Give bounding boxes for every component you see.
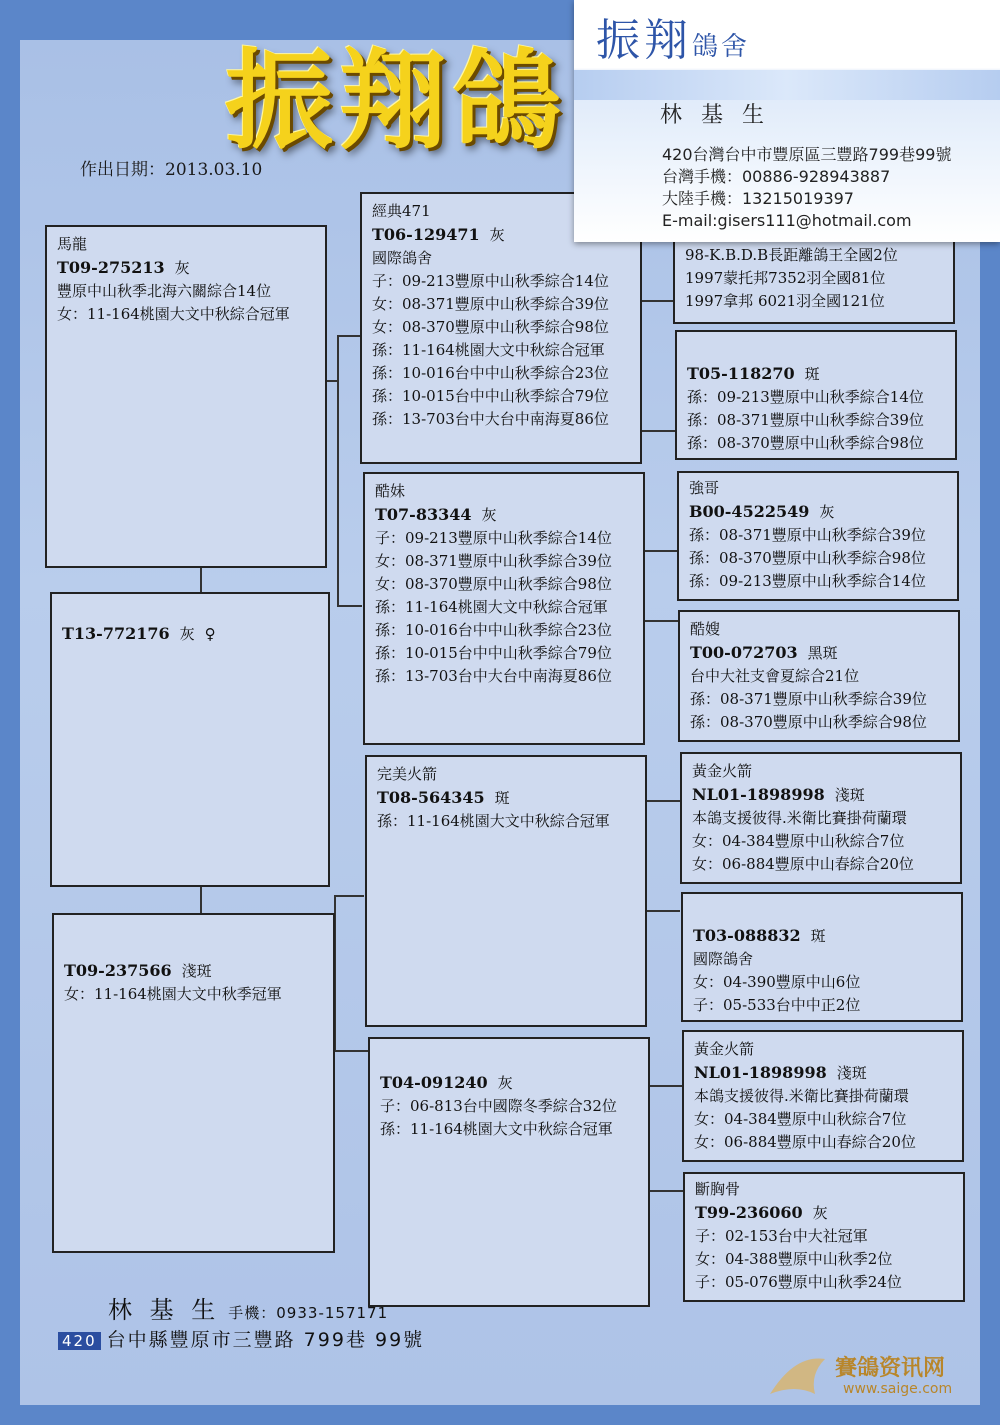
dam-box: [52, 913, 335, 1253]
gp-ring: T04-091240: [380, 1073, 488, 1092]
gp-line: 子：06-813台中國際冬季綜合32位: [380, 1097, 617, 1115]
subject-sex: ♀: [204, 625, 216, 643]
ggp-name: 黃金火箭: [694, 1040, 755, 1058]
subject-box: [50, 592, 330, 887]
site-name: 賽鴿资讯网: [835, 1356, 946, 1381]
connector: [643, 550, 678, 552]
ggp-line: 女：04-384豐原中山秋綜合7位: [692, 832, 905, 850]
ggp-name: 黃金火箭: [692, 762, 753, 780]
connector: [200, 885, 202, 915]
ggp-line: 女：06-884豐原中山春綜合20位: [692, 855, 914, 873]
gp-box-2: [363, 472, 645, 745]
sire-ring: T09-275213: [57, 258, 165, 277]
ggp-name: 酷嫂: [690, 620, 721, 638]
footer-phone: 手機：0933-157171: [228, 1304, 389, 1322]
card-brand-small: 鴿舍: [692, 32, 751, 62]
footer-address: 420 台中縣豐原市三豐路 799巷 99號: [58, 1325, 424, 1352]
ggp-box-4: [678, 610, 960, 742]
ggp-color: 淺斑: [834, 786, 865, 804]
card-info: [662, 144, 951, 232]
gp-line: 孫：11-164桃園大文中秋綜合冠軍: [372, 341, 605, 359]
gp-box-4: [368, 1037, 650, 1307]
sire-name: 馬龍: [57, 235, 88, 253]
ggp-ring: T05-118270: [687, 364, 795, 383]
connector: [640, 430, 675, 432]
gp-color: 灰: [497, 1074, 513, 1092]
gp-line: 女：08-371豐原中山秋季綜合39位: [375, 552, 612, 570]
connector: [645, 910, 680, 912]
gp-line: 孫：10-015台中中山秋季綜合79位: [375, 644, 612, 662]
ggp-color: 灰: [812, 1204, 828, 1222]
ggp-color: 灰: [819, 503, 835, 521]
gp-color: 灰: [489, 226, 505, 244]
ggp-line: 女：04-390豐原中山6位: [693, 973, 861, 991]
ggp-box-3: [677, 471, 959, 601]
gp-box-3: [365, 755, 647, 1027]
ggp-line: 孫：09-213豐原中山秋季綜合14位: [689, 572, 926, 590]
gp-name: 經典471: [372, 202, 431, 220]
ggp-box-7: [682, 1030, 964, 1162]
ggp-ring: T03-088832: [693, 926, 801, 945]
ggp-line: 孫：08-370豐原中山秋季綜合98位: [687, 434, 924, 452]
subject-color: 灰: [179, 625, 195, 643]
ggp-ring: T00-072703: [690, 643, 798, 662]
gp-color: 斑: [494, 789, 510, 807]
connector: [337, 335, 339, 605]
connector: [640, 300, 675, 302]
gp-color: 灰: [481, 506, 497, 524]
ggp-line: 女：04-384豐原中山秋綜合7位: [694, 1110, 907, 1128]
gp-line: 女：08-370豐原中山秋季綜合98位: [372, 318, 609, 336]
card-cn-phone: 大陸手機：13215019397: [662, 189, 854, 208]
dam-ring: T09-237566: [64, 961, 172, 980]
connector: [337, 605, 362, 607]
connector: [337, 335, 362, 337]
gp-name: 酷妹: [375, 482, 406, 500]
gp-line: 孫：10-016台中中山秋季綜合23位: [375, 621, 612, 639]
sire-line: 豐原中山秋季北海六關綜合14位: [57, 282, 272, 300]
gp-line: 孫：10-016台中中山秋季綜合23位: [372, 364, 609, 382]
connector: [645, 800, 680, 802]
ggp-line: 孫：08-371豐原中山秋季綜合39位: [690, 690, 927, 708]
gp-line: 女：08-371豐原中山秋季綜合39位: [372, 295, 609, 313]
gp-line: 孫：11-164桃園大文中秋綜合冠軍: [375, 598, 608, 616]
site-url: www.saige.com: [843, 1381, 953, 1397]
connector: [648, 1190, 683, 1192]
gp-line: 孫：13-703台中大台中南海夏86位: [375, 667, 612, 685]
business-card: [574, 0, 1000, 242]
card-email: E-mail:gisers111@hotmail.com: [662, 211, 912, 230]
ggp-line: 孫：08-371豐原中山秋季綜合39位: [687, 411, 924, 429]
ggp-box-5: [680, 752, 962, 884]
ggp-line: 本鴿支援彼得.米衛比賽掛荷蘭環: [694, 1087, 909, 1105]
gp-ring: T07-83344: [375, 505, 472, 524]
gp-line: 孫：13-703台中大台中南海夏86位: [372, 410, 609, 428]
connector: [334, 1050, 368, 1052]
ggp-line: 女：06-884豐原中山春綜合20位: [694, 1133, 916, 1151]
card-address: 420台灣台中市豐原區三豐路799巷99號: [662, 145, 952, 164]
ggp-line: 台中大社支會夏綜合21位: [690, 667, 860, 685]
site-watermark: [765, 1345, 985, 1415]
gp-line: 孫：11-164桃園大文中秋綜合冠軍: [377, 812, 610, 830]
ggp-line: 本鴿支援彼得.米衛比賽掛荷蘭環: [692, 809, 907, 827]
ggp-ring: NL01-1898998: [692, 785, 825, 804]
ggp-line: 98-K.B.D.B長距離鴿王全國2位: [685, 246, 898, 264]
card-tw-phone: 台灣手機：00886-928943887: [662, 167, 891, 186]
subject-ring: T13-772176: [62, 624, 170, 643]
sire-line: 女：11-164桃園大文中秋綜合冠軍: [57, 305, 290, 323]
ggp-color: 斑: [804, 365, 820, 383]
ggp-line: 孫：08-370豐原中山秋季綜合98位: [690, 713, 927, 731]
gp-line: 女：08-370豐原中山秋季綜合98位: [375, 575, 612, 593]
ggp-line: 1997蒙托邦7352羽全國81位: [685, 269, 886, 287]
connector: [334, 895, 364, 897]
ggp-ring: B00-4522549: [689, 502, 810, 521]
ggp-line: 國際鴿舍: [693, 950, 754, 968]
ggp-line: 1997拿邦 6021羽全國121位: [685, 292, 885, 310]
ggp-ring: T99-236060: [695, 1203, 803, 1222]
gp-name: 完美火箭: [377, 765, 438, 783]
card-owner: 林 基 生: [660, 103, 770, 128]
gp-line: 國際鴿舍: [372, 249, 433, 267]
gp-line: 孫：10-015台中中山秋季綜合79位: [372, 387, 609, 405]
ggp-color: 斑: [810, 927, 826, 945]
card-brand: 振翔鴿舍: [596, 15, 751, 66]
ggp-line: 子：05-533台中中正2位: [693, 996, 861, 1014]
connector: [200, 566, 202, 594]
ggp-line: 子：05-076豐原中山秋季24位: [695, 1273, 902, 1291]
connector: [643, 620, 678, 622]
ggp-box-2: [675, 330, 957, 460]
connector: [648, 1085, 683, 1087]
dam-line: 女：11-164桃園大文中秋季冠軍: [64, 985, 282, 1003]
ggp-line: 孫：08-371豐原中山秋季綜合39位: [689, 526, 926, 544]
ggp-line: 女：04-388豐原中山秋季2位: [695, 1250, 893, 1268]
footer-name: 林 基 生 手機：0933-157171: [108, 1296, 389, 1324]
gp-line: 子：09-213豐原中山秋季綜合14位: [372, 272, 609, 290]
ggp-box-1: [673, 236, 955, 324]
ggp-line: 子：02-153台中大社冠軍: [695, 1227, 868, 1245]
dam-color: 淺斑: [181, 962, 212, 980]
ggp-name: 斷胸骨: [695, 1180, 741, 1198]
ggp-name: 強哥: [689, 479, 720, 497]
ggp-box-6: [681, 892, 963, 1022]
gp-ring: T06-129471: [372, 225, 480, 244]
gp-line: 孫：11-164桃園大文中秋綜合冠軍: [380, 1120, 613, 1138]
ggp-box-8: [683, 1172, 965, 1302]
sire-color: 灰: [174, 259, 190, 277]
page-title: 振翔鴿: [225, 39, 568, 164]
ggp-color: 黑斑: [807, 644, 838, 662]
card-band: [574, 70, 1000, 100]
gp-line: 子：09-213豐原中山秋季綜合14位: [375, 529, 612, 547]
ggp-ring: NL01-1898998: [694, 1063, 827, 1082]
sire-box: [45, 225, 327, 568]
ggp-line: 孫：09-213豐原中山秋季綜合14位: [687, 388, 924, 406]
pigeon-logo-icon: [765, 1349, 835, 1409]
pedigree-date: 作出日期：2013.03.10: [80, 160, 263, 180]
gp-ring: T08-564345: [377, 788, 485, 807]
footer-num: 420: [58, 1332, 101, 1350]
ggp-line: 孫：08-370豐原中山秋季綜合98位: [689, 549, 926, 567]
ggp-color: 淺斑: [836, 1064, 867, 1082]
